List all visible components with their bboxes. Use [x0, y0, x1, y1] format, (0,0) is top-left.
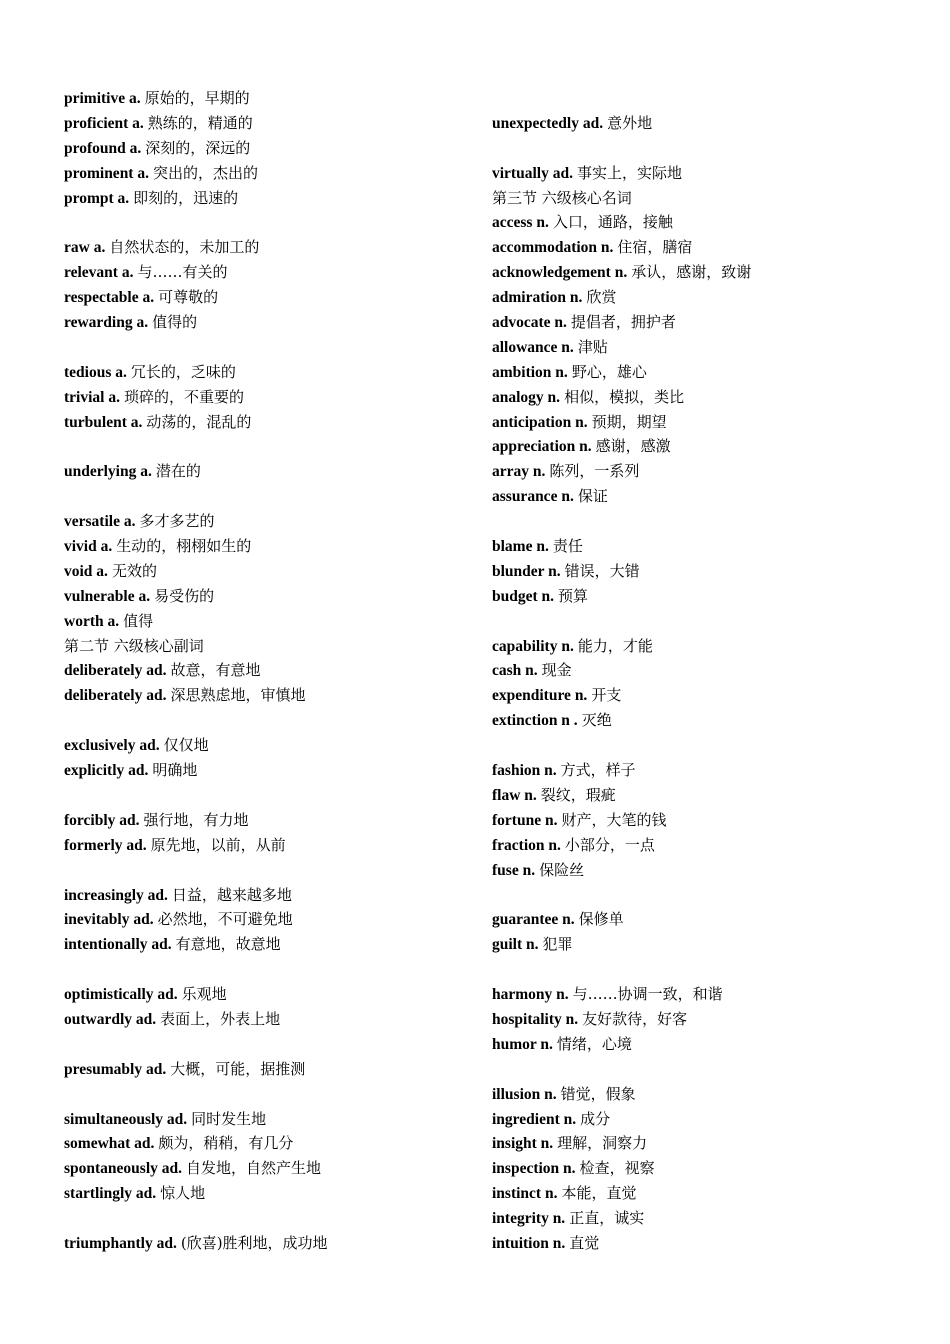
vocab-entry [492, 1082, 912, 1107]
vocab-entry [64, 559, 464, 584]
vocab-word: turbulent a. [64, 413, 143, 431]
vocab-entry [64, 186, 464, 211]
vocab-definition: 故意，有意地 [170, 661, 261, 680]
section-heading [492, 186, 912, 211]
blank-line [492, 883, 912, 908]
vocab-definition: 可尊敬的 [158, 288, 219, 307]
vocab-entry [492, 783, 912, 808]
vocab-word: unexpectedly ad. [492, 114, 604, 132]
vocab-entry [492, 833, 912, 858]
vocab-definition: 易受伤的 [154, 586, 215, 605]
vocab-definition: (欣喜)胜利地，成功地 [180, 1233, 328, 1252]
vocab-word: somewhat ad. [64, 1135, 155, 1153]
vocab-definition: 错误，大错 [564, 561, 640, 580]
vocab-entry [64, 86, 464, 111]
vocab-word: increasingly ad. [64, 886, 168, 904]
vocab-entry [492, 235, 912, 260]
vocab-definition: 生动的，栩栩如生的 [116, 537, 252, 556]
vocab-definition: 开支 [591, 686, 622, 705]
vocab-word: tedious a. [64, 363, 127, 381]
vocab-word: blunder n. [492, 562, 561, 580]
vocab-entry [64, 1181, 464, 1206]
vocab-definition: 表面上，外表上地 [160, 1009, 281, 1028]
vocab-definition: 突出的，杰出的 [152, 163, 258, 182]
vocab-word: ingredient n. [492, 1110, 577, 1128]
vocab-word: admiration n. [492, 289, 583, 307]
vocab-entry [492, 758, 912, 783]
vocab-definition: 预算 [558, 586, 589, 605]
vocab-definition: 承认，感谢，致谢 [631, 263, 752, 282]
vocab-word: guilt n. [492, 936, 539, 954]
vocab-word: blame n. [492, 538, 549, 556]
vocab-definition: 小部分，一点 [564, 835, 655, 854]
vocab-definition: 必然地，不可避免地 [157, 910, 293, 929]
vocab-entry [64, 833, 464, 858]
vocab-entry [64, 733, 464, 758]
vocab-entry [64, 609, 464, 634]
vocab-definition: 情绪，心境 [556, 1034, 632, 1053]
vocab-word: expenditure n. [492, 687, 588, 705]
vocab-entry [64, 1131, 464, 1156]
vocab-definition: 仅仅地 [163, 736, 209, 755]
vocab-definition: 同时发生地 [191, 1109, 267, 1128]
section-heading-text: 第二节 六级核心副词 [64, 636, 204, 655]
vocab-entry [492, 111, 912, 136]
blank-line [64, 1032, 464, 1057]
vocab-entry [492, 335, 912, 360]
vocab-word: trivial a. [64, 388, 120, 406]
vocab-entry [492, 385, 912, 410]
vocab-definition: 保修单 [578, 910, 624, 929]
vocab-entry [492, 360, 912, 385]
vocab-definition: 值得 [123, 611, 154, 630]
vocab-definition: 错觉，假象 [560, 1084, 636, 1103]
vocab-definition: 预期，期望 [591, 412, 667, 431]
vocab-word: relevant a. [64, 264, 134, 282]
vocab-entry [492, 808, 912, 833]
vocab-definition: 原先地，以前，从前 [150, 835, 286, 854]
vocab-entry [492, 932, 912, 957]
vocab-word: triumphantly ad. [64, 1234, 177, 1252]
vocab-word: presumably ad. [64, 1060, 167, 1078]
vocab-word: appreciation n. [492, 438, 592, 456]
vocab-word: prompt a. [64, 189, 130, 207]
vocab-definition: 与……有关的 [137, 263, 228, 282]
section-heading [64, 634, 464, 659]
vocab-word: allowance n. [492, 338, 574, 356]
blank-line [64, 1206, 464, 1231]
vocab-entry [492, 410, 912, 435]
vocab-definition: 陈列，一系列 [549, 462, 640, 481]
vocab-definition: 财产，大笔的钱 [561, 810, 667, 829]
vocab-word: underlying a. [64, 463, 152, 481]
vocab-definition: 相似，模拟，类比 [564, 387, 685, 406]
blank-line [64, 708, 464, 733]
vocab-entry [492, 1231, 912, 1256]
vocab-word: budget n. [492, 587, 555, 605]
vocab-word: spontaneously ad. [64, 1160, 183, 1178]
vocab-definition: 犯罪 [542, 935, 573, 954]
vocab-definition: 保证 [577, 487, 608, 506]
vocab-entry [64, 932, 464, 957]
vocab-entry [492, 210, 912, 235]
vocab-word: void a. [64, 562, 108, 580]
vocab-word: humor n. [492, 1035, 553, 1053]
vocab-entry [64, 136, 464, 161]
vocab-definition: 乐观地 [181, 985, 227, 1004]
vocab-entry [64, 235, 464, 260]
vocab-word: intentionally ad. [64, 936, 172, 954]
vocab-definition: 自然状态的，未加工的 [109, 238, 260, 257]
vocab-word: insight n. [492, 1135, 554, 1153]
vocab-definition: 保险丝 [539, 860, 585, 879]
vocab-entry [64, 459, 464, 484]
vocab-definition: 即刻的，迅速的 [133, 188, 239, 207]
vocab-word: fuse n. [492, 861, 536, 879]
blank-line [492, 1057, 912, 1082]
vocab-word: optimistically ad. [64, 986, 178, 1004]
vocab-entry [492, 161, 912, 186]
vocab-entry [492, 559, 912, 584]
vocab-word: proficient a. [64, 114, 144, 132]
vocab-definition: 动荡的，混乱的 [146, 412, 252, 431]
vocab-definition: 津贴 [577, 337, 608, 356]
vocab-entry [492, 285, 912, 310]
vocab-entry [64, 758, 464, 783]
vocab-word: forcibly ad. [64, 811, 140, 829]
vocab-word: inevitably ad. [64, 911, 154, 929]
vocab-entry [492, 1206, 912, 1231]
vocab-entry [492, 260, 912, 285]
vocab-entry [492, 484, 912, 509]
vocab-word: accommodation n. [492, 239, 614, 257]
vocab-entry [64, 360, 464, 385]
vocab-word: rewarding a. [64, 314, 149, 332]
vocab-entry [64, 285, 464, 310]
blank-line [492, 509, 912, 534]
vocab-entry [492, 982, 912, 1007]
vocab-word: profound a. [64, 139, 142, 157]
vocab-word: outwardly ad. [64, 1010, 157, 1028]
vocab-definition: 入口，通路，接触 [552, 213, 673, 232]
vocab-word: hospitality n. [492, 1010, 579, 1028]
vocab-word: versatile a. [64, 513, 136, 531]
blank-line [492, 733, 912, 758]
vocab-word: acknowledgement n. [492, 264, 628, 282]
blank-line [492, 609, 912, 634]
blank-line [64, 783, 464, 808]
blank-line [492, 957, 912, 982]
vocab-entry [64, 683, 464, 708]
vocab-entry [64, 658, 464, 683]
vocab-entry [64, 260, 464, 285]
vocab-definition: 直觉 [569, 1233, 600, 1252]
vocab-word: primitive a. [64, 90, 141, 107]
blank-line [64, 858, 464, 883]
vocab-entry [492, 1007, 912, 1032]
vocab-definition: 理解，洞察力 [557, 1134, 648, 1153]
vocab-word: assurance n. [492, 488, 574, 506]
vocab-entry [64, 584, 464, 609]
vocab-word: intuition n. [492, 1234, 566, 1252]
vocab-definition: 感谢，感激 [595, 437, 671, 456]
vocab-entry [64, 907, 464, 932]
blank-line [492, 86, 912, 111]
vocab-word: fashion n. [492, 762, 557, 780]
vocab-entry [64, 310, 464, 335]
vocab-definition: 冗长的，乏味的 [130, 362, 236, 381]
blank-line [64, 484, 464, 509]
vocab-entry [64, 509, 464, 534]
vocab-entry [492, 1032, 912, 1057]
vocab-entry [64, 982, 464, 1007]
vocab-entry [492, 907, 912, 932]
vocab-definition: 日益，越来越多地 [171, 885, 292, 904]
vocab-definition: 欣赏 [586, 288, 617, 307]
vocab-definition: 原始的，早期的 [144, 89, 250, 107]
vocab-definition: 灭绝 [581, 711, 612, 730]
vocab-definition: 责任 [552, 537, 583, 556]
vocab-definition: 本能，直觉 [561, 1184, 637, 1203]
vocab-entry [492, 634, 912, 659]
vocab-definition: 意外地 [607, 113, 653, 132]
vocab-entry [64, 808, 464, 833]
vocab-definition: 强行地，有力地 [143, 810, 249, 829]
vocab-definition: 琐碎的，不重要的 [123, 387, 244, 406]
vocab-word: flaw n. [492, 786, 537, 804]
vocab-definition: 有意地，故意地 [175, 935, 281, 954]
vocab-word: harmony n. [492, 986, 569, 1004]
vocab-word: fortune n. [492, 811, 558, 829]
vocab-entry [492, 584, 912, 609]
vocab-entry [64, 1107, 464, 1132]
vocab-word: analogy n. [492, 388, 561, 406]
vocab-definition: 裂纹，瑕疵 [540, 785, 616, 804]
vocab-definition: 现金 [541, 661, 572, 680]
vocab-word: guarantee n. [492, 911, 575, 929]
vocab-entry [64, 1057, 464, 1082]
blank-line [64, 1082, 464, 1107]
vocab-word: ambition n. [492, 363, 568, 381]
vocab-entry [64, 883, 464, 908]
vocab-entry [64, 1007, 464, 1032]
vocab-definition: 值得的 [152, 313, 198, 332]
vocab-word: simultaneously ad. [64, 1110, 188, 1128]
vocab-definition: 与……协调一致，和谐 [572, 985, 723, 1004]
vocab-entry [492, 459, 912, 484]
vocab-word: fraction n. [492, 836, 561, 854]
vocab-definition: 事实上，实际地 [576, 163, 682, 182]
vocab-word: illusion n. [492, 1085, 557, 1103]
vocab-entry [492, 1131, 912, 1156]
vocab-word: formerly ad. [64, 836, 147, 854]
vocab-definition: 能力，才能 [577, 636, 653, 655]
vocab-word: prominent a. [64, 164, 149, 182]
vocab-entry [64, 111, 464, 136]
vocab-entry [64, 534, 464, 559]
vocab-entry [64, 385, 464, 410]
vocab-definition: 大概，可能，据推测 [170, 1059, 306, 1078]
vocab-definition: 无效的 [111, 561, 157, 580]
vocab-definition: 检查，视察 [579, 1159, 655, 1178]
vocab-word: array n. [492, 463, 546, 481]
vocab-entry [492, 683, 912, 708]
vocab-definition: 明确地 [152, 761, 198, 780]
vocab-definition: 深思熟虑地，审慎地 [170, 686, 306, 705]
blank-line [64, 434, 464, 459]
vocab-definition: 成分 [580, 1109, 611, 1128]
vocab-word: vulnerable a. [64, 587, 151, 605]
right-column [492, 86, 912, 1256]
vocab-entry [492, 858, 912, 883]
vocab-entry [492, 1181, 912, 1206]
vocab-word: virtually ad. [492, 164, 573, 182]
vocab-definition: 颇为，稍稍，有几分 [158, 1134, 294, 1153]
vocab-definition: 多才多艺的 [139, 512, 215, 531]
vocab-definition: 野心，雄心 [571, 362, 647, 381]
vocab-word: instinct n. [492, 1185, 558, 1203]
vocab-word: extinction n . [492, 712, 578, 730]
vocab-word: explicitly ad. [64, 762, 149, 780]
vocab-word: cash n. [492, 662, 538, 680]
vocab-definition: 方式，样子 [560, 761, 636, 780]
vocab-definition: 提倡者，拥护者 [570, 313, 676, 332]
blank-line [492, 136, 912, 161]
vocab-entry [64, 1231, 464, 1256]
section-heading-text: 第三节 六级核心名词 [492, 188, 632, 207]
vocab-definition: 自发地，自然产生地 [186, 1159, 322, 1178]
blank-line [64, 335, 464, 360]
blank-line [64, 210, 464, 235]
vocab-entry [492, 658, 912, 683]
vocab-word: inspection n. [492, 1160, 576, 1178]
vocab-word: advocate n. [492, 314, 567, 332]
vocab-entry [492, 708, 912, 733]
vocab-word: worth a. [64, 612, 120, 630]
vocab-entry [64, 410, 464, 435]
vocab-word: deliberately ad. [64, 687, 167, 705]
vocab-word: respectable a. [64, 289, 155, 307]
left-column [64, 86, 464, 1256]
vocab-definition: 潜在的 [155, 462, 201, 481]
vocab-word: anticipation n. [492, 413, 588, 431]
vocab-entry [492, 310, 912, 335]
vocab-definition: 住宿，膳宿 [617, 238, 693, 257]
vocab-definition: 友好款待，好客 [582, 1009, 688, 1028]
vocab-word: integrity n. [492, 1210, 566, 1228]
vocab-word: startlingly ad. [64, 1185, 157, 1203]
vocab-word: capability n. [492, 637, 574, 655]
vocab-word: exclusively ad. [64, 737, 160, 755]
vocab-definition: 惊人地 [160, 1184, 206, 1203]
blank-line [64, 957, 464, 982]
vocab-entry [492, 534, 912, 559]
vocab-word: raw a. [64, 239, 106, 257]
vocab-entry [64, 161, 464, 186]
vocab-word: deliberately ad. [64, 662, 167, 680]
vocab-entry [492, 1107, 912, 1132]
vocab-entry [492, 434, 912, 459]
vocab-definition: 正直，诚实 [569, 1209, 645, 1228]
vocab-definition: 深刻的，深远的 [145, 138, 251, 157]
vocab-entry [64, 1156, 464, 1181]
vocab-word: access n. [492, 214, 549, 232]
vocab-entry [492, 1156, 912, 1181]
vocab-word: vivid a. [64, 538, 113, 556]
vocab-definition: 熟练的，精通的 [147, 113, 253, 132]
